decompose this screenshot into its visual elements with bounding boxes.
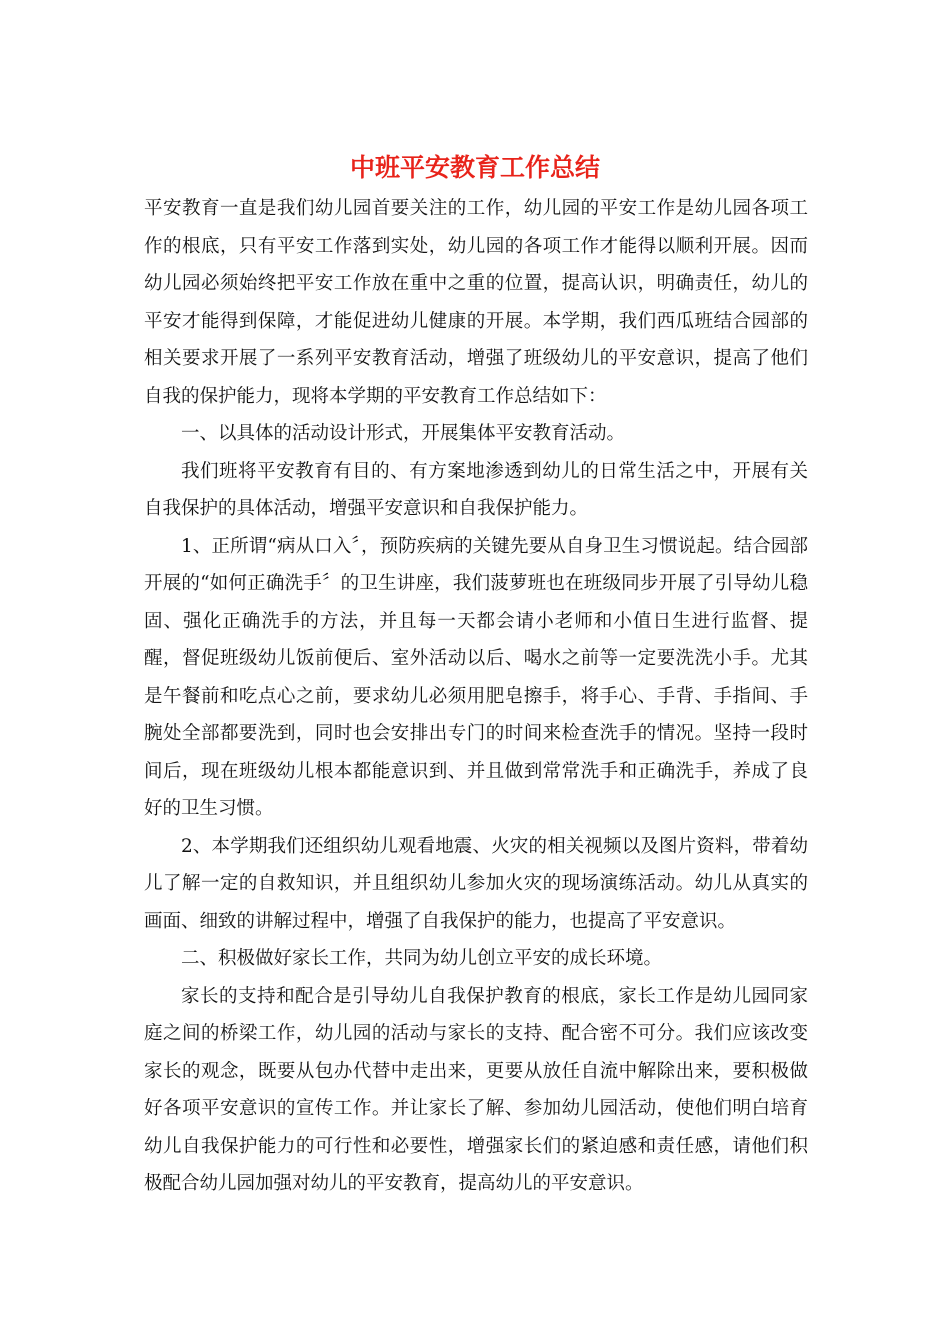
document-title: 中班平安教育工作总结	[349, 153, 600, 182]
paragraph-item-2: 2、本学期我们还组织幼儿观看地震、火灾的相关视频以及图片资料，带着幼儿了解一定的自救知识，并且组织幼儿参加火灾的现场演练活动。幼儿从真实的画面、细致的讲解过程中，增强了自我保护的能力，也提高了平安意识。	[144, 835, 808, 932]
paragraph-section-2: 家长的支持和配合是引导幼儿自我保护教育的根底，家长工作是幼儿园同家庭之间的桥梁工作，幼儿园的活动与家长的支持、配合密不可分。我们应该改变家长的观念，既要从包办代替中走出来，更要从放任自流中解除出来，要积极做好各项平安意识的宣传工作。并让家长了解、参加幼儿园活动，使他们明白培育幼儿自我保护能力的可行性和必要性，增强家长们的紧迫感和责任感，请他们积极配合幼儿园加强对幼儿的平安教育，提高幼儿的平安意识。	[144, 985, 808, 1194]
section-heading-1: 一、以具体的活动设计形式，开展集体平安教育活动。	[181, 423, 626, 444]
document-body	[144, 190, 808, 1203]
paragraph-intro: 平安教育一直是我们幼儿园首要关注的工作，幼儿园的平安工作是幼儿园各项工作的根底，只有平安工作落到实处，幼儿园的各项工作才能得以顺利开展。因而幼儿园必须始终把平安工作放在重中之重的位置，提高认识，明确责任，幼儿的平安才能得到保障，才能促进幼儿健康的开展。本学期，我们西瓜班结合园部的相关要求开展了一系列平安教育活动，增强了班级幼儿的平安意识，提高了他们自我的保护能力，现将本学期的平安教育工作总结如下：	[144, 198, 808, 407]
section-heading-2: 二、积极做好家长工作，共同为幼儿创立平安的成长环境。	[181, 948, 663, 969]
paragraph-section-1: 我们班将平安教育有目的、有方案地渗透到幼儿的日常生活之中，开展有关自我保护的具体活动，增强平安意识和自我保护能力。	[144, 460, 808, 519]
paragraph-item-1: 1、正所谓“病从口入〞，预防疾病的关键先要从自身卫生习惯说起。结合园部开展的“如何正确洗手〞的卫生讲座，我们菠萝班也在班级同步开展了引导幼儿稳固、强化正确洗手的方法，并且每一天都会请小老师和小值日生进行监督、提醒，督促班级幼儿饭前便后、室外活动以后、喝水之前等一定要洗洗小手。尤其是午餐前和吃点心之前，要求幼儿必须用肥皂擦手，将手心、手背、手指间、手腕处全部都要洗到，同时也会安排出专门的时间来检查洗手的情况。坚持一段时间后，现在班级幼儿根本都能意识到、并且做到常常洗手和正确洗手，养成了良好的卫生习惯。	[144, 535, 808, 819]
